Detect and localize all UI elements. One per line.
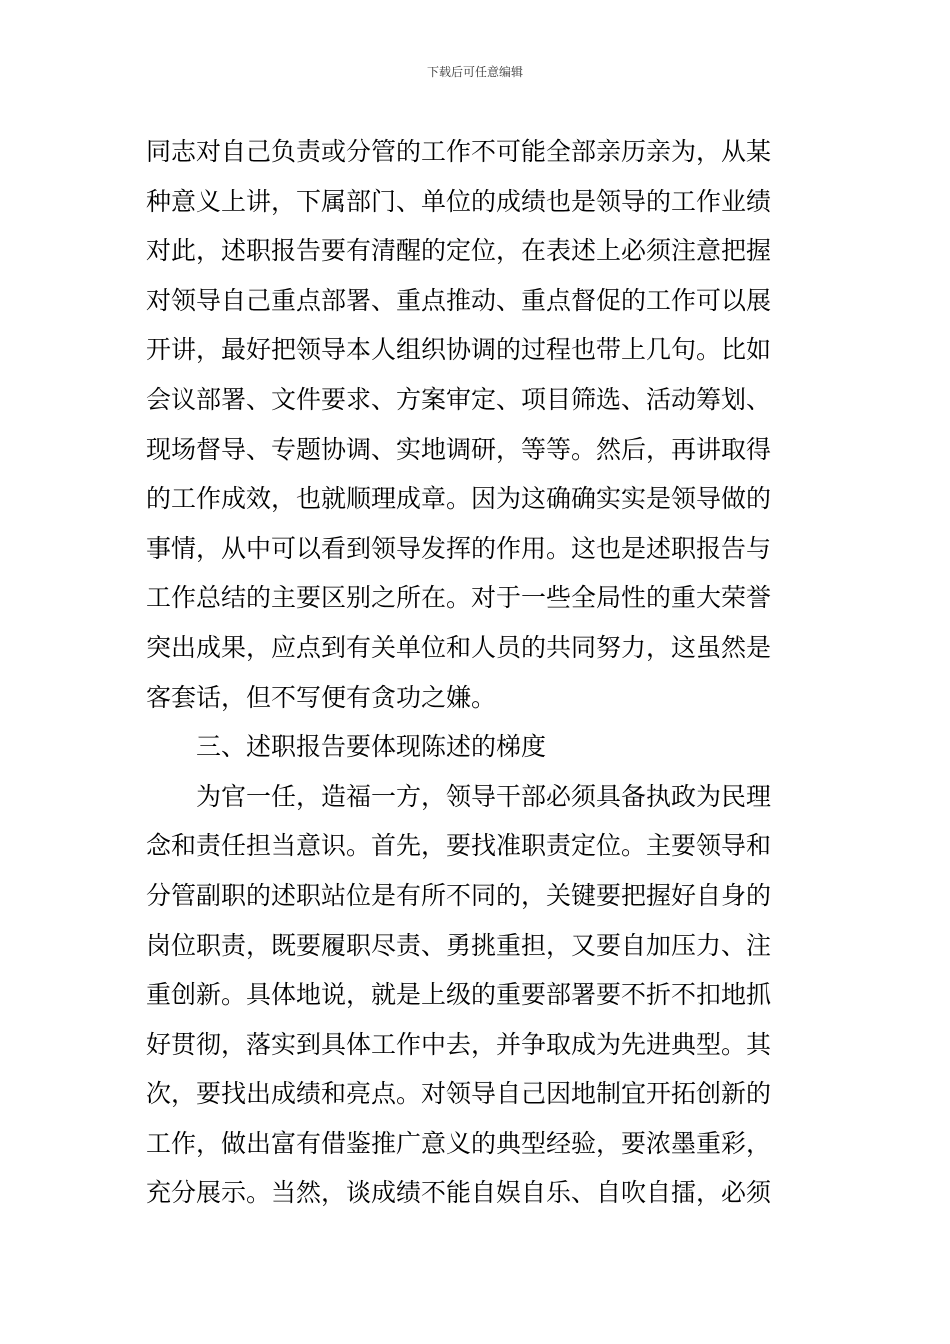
text-line: 事情，从中可以看到领导发挥的作用。这也是述职报告与 — [146, 533, 772, 563]
text-line: 对此，述职报告要有清醒的定位，在表述上必须注意把握 — [146, 236, 772, 266]
text-line: 的工作成效，也就顺理成章。因为这确确实实是领导做的 — [146, 484, 772, 514]
text-line: 次，要找出成绩和亮点。对领导自己因地制宜开拓创新的 — [146, 1079, 772, 1109]
text-line: 为官一任，造福一方，领导干部必须具备执政为民理 — [196, 781, 772, 811]
page-header: 下载后可任意编辑 — [426, 65, 523, 79]
text-line: 充分展示。当然，谈成绩不能自娱自乐、自吹自擂，必须 — [146, 1178, 772, 1208]
text-line: 念和责任担当意识。首先，要找准职责定位。主要领导和 — [146, 831, 772, 861]
body-text — [146, 127, 808, 1218]
section-heading: 三、述职报告要体现陈述的梯度 — [196, 732, 547, 762]
text-line: 突出成果，应点到有关单位和人员的共同努力，这虽然是 — [146, 632, 772, 662]
text-line: 开讲，最好把领导本人组织协调的过程也带上几句。比如 — [146, 335, 772, 365]
text-line: 对领导自己重点部署、重点推动、重点督促的工作可以展 — [146, 285, 772, 315]
text-line: 同志对自己负责或分管的工作不可能全部亲历亲为，从某 — [146, 137, 772, 166]
text-line: 现场督导、专题协调、实地调研，等等。然后，再讲取得 — [146, 434, 772, 464]
text-line: 种意义上讲，下属部门、单位的成绩也是领导的工作业绩 — [146, 186, 772, 216]
text-line: 分管副职的述职站位是有所不同的，关键要把握好自身的 — [146, 880, 772, 910]
text-line: 客套话，但不写便有贪功之嫌。 — [146, 682, 497, 712]
text-line: 工作，做出富有借鉴推广意义的典型经验，要浓墨重彩， — [146, 1128, 772, 1158]
text-line: 会议部署、文件要求、方案审定、项目筛选、活动筹划、 — [146, 384, 772, 414]
text-line: 重创新。具体地说，就是上级的重要部署要不折不扣地抓 — [146, 980, 772, 1010]
text-line: 工作总结的主要区别之所在。对于一些全局性的重大荣誉 — [146, 583, 772, 613]
text-line: 好贯彻，落实到具体工作中去，并争取成为先进典型。其 — [146, 1029, 772, 1059]
text-line: 岗位职责，既要履职尽责、勇挑重担，又要自加压力、注 — [146, 930, 772, 960]
